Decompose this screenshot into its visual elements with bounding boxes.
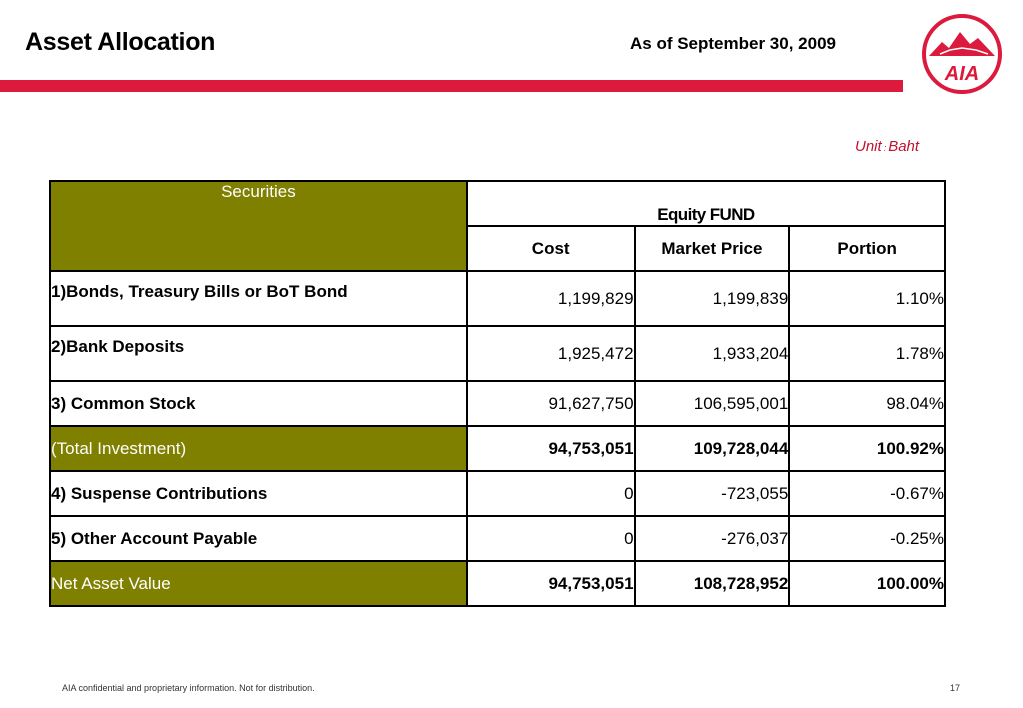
portion-cell: 98.04% — [789, 381, 945, 426]
portion-cell: 1.10% — [789, 271, 945, 326]
portion-cell: -0.67% — [789, 471, 945, 516]
unit-label: Unit : Baht — [855, 138, 920, 155]
market-price-cell: -276,037 — [635, 516, 790, 561]
market-price-cell: 106,595,001 — [635, 381, 790, 426]
cost-cell: 91,627,750 — [467, 381, 635, 426]
row-label: 4) Suspense Contributions — [50, 471, 467, 516]
row-label: (Total Investment) — [50, 426, 467, 471]
page-number: 17 — [950, 683, 961, 693]
footer-disclaimer: AIA confidential and proprietary information. Not for distribution. — [62, 683, 315, 693]
cost-cell: 94,753,051 — [467, 561, 635, 606]
table-row — [50, 326, 945, 381]
market-price-cell: -723,055 — [635, 471, 790, 516]
market-price-cell: 109,728,044 — [635, 426, 790, 471]
table-row — [50, 271, 945, 326]
total-investment-row — [50, 426, 945, 471]
column-header-portion: Portion — [789, 226, 945, 271]
cost-cell: 0 — [467, 471, 635, 516]
portion-cell: 100.00% — [789, 561, 945, 606]
portion-cell: 100.92% — [789, 426, 945, 471]
securities-header: Securities — [50, 181, 467, 271]
portion-cell: -0.25% — [789, 516, 945, 561]
cost-cell: 1,925,472 — [467, 326, 635, 381]
column-header-cost: Cost — [467, 226, 635, 271]
row-label: 2)Bank Deposits — [50, 326, 467, 381]
cost-cell: 94,753,051 — [467, 426, 635, 471]
table-row — [50, 471, 945, 516]
row-label: 5) Other Account Payable — [50, 516, 467, 561]
row-label: Net Asset Value — [50, 561, 467, 606]
page-title: Asset Allocation — [25, 28, 216, 56]
row-label: 1)Bonds, Treasury Bills or BoT Bond — [50, 271, 467, 326]
column-header-market-price: Market Price — [635, 226, 790, 271]
market-price-cell: 1,199,839 — [635, 271, 790, 326]
aia-logo — [920, 12, 1004, 96]
header-divider — [0, 80, 903, 92]
svg-text:AIA: AIA — [944, 63, 980, 85]
table-row — [50, 381, 945, 426]
equity-fund-header: Equity FUND — [467, 181, 945, 226]
cost-cell: 1,199,829 — [467, 271, 635, 326]
as-of-date: As of September 30, 2009 — [630, 34, 836, 53]
asset-allocation-table — [49, 180, 946, 607]
net-asset-value-row — [50, 561, 945, 606]
portion-cell: 1.78% — [789, 326, 945, 381]
row-label: 3) Common Stock — [50, 381, 467, 426]
market-price-cell: 1,933,204 — [635, 326, 790, 381]
table-row — [50, 516, 945, 561]
market-price-cell: 108,728,952 — [635, 561, 790, 606]
cost-cell: 0 — [467, 516, 635, 561]
